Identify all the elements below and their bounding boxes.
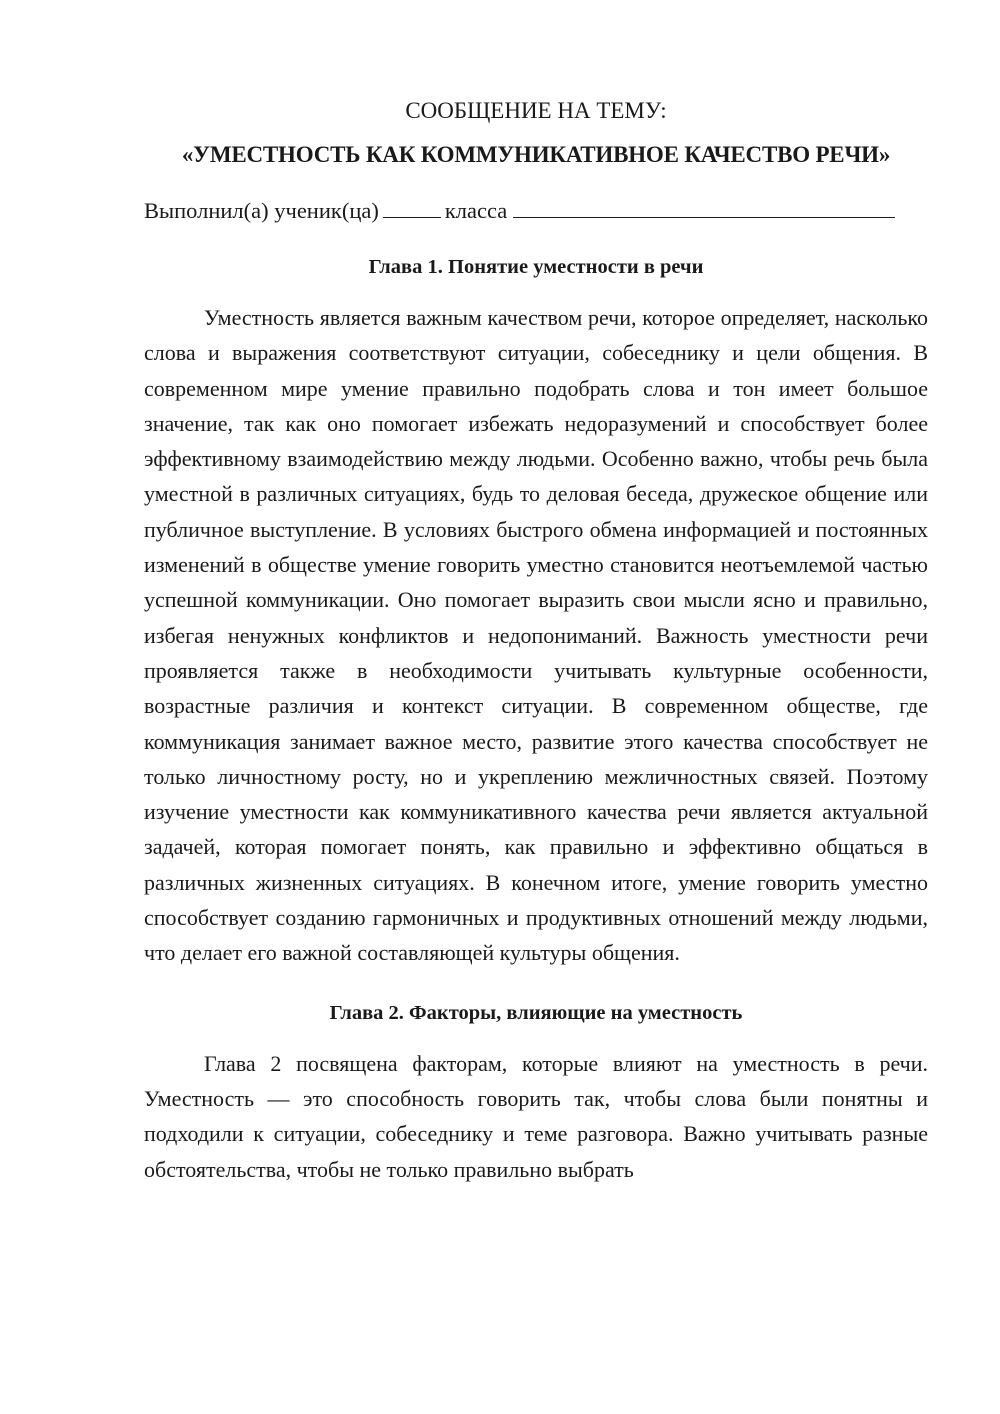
chapter-2-heading: Глава 2. Факторы, влияющие на уместность xyxy=(329,1001,743,1024)
author-name-blank xyxy=(513,197,895,218)
document-title-line-1: СООБЩЕНИЕ НА ТЕМУ: xyxy=(405,98,667,123)
chapter-1-paragraph: Уместность является важным качеством речи, которое определяет, насколько слова и выражения соответствуют ситуации, собеседнику и цели общения. В современном мире умение правильно подобрать слова и тон имеет большое значение, так как оно помогает избежать недоразумений и способствует более эффективному взаимодействию между людьми. Особенно важно, чтобы речь была уместной в различных ситуациях, будь то деловая беседа, дружеское общение или публичное выступление. В условиях быстрого обмена информацией и постоянных изменений в обществе умение говорить уместно становится неотъемлемой частью успешной коммуникации. Оно помогает выразить свои мысли ясно и правильно, избегая ненужных конфликтов и недопониманий. Важность уместности речи проявляется также в необходимости учитывать культурные особенности, возрастные различия и контекст ситуации. В современном обществе, где коммуникация занимает важное место, развитие этого качества способствует не только личностному росту, но и укреплению межличностных связей. Поэтому изучение уместности как коммуникативного качества речи является актуальной задачей, которая помогает понять, как правильно и эффективно общаться в различных жизненных ситуациях. В конечном итоге, умение говорить уместно способствует созданию гармоничных и продуктивных отношений между людьми, что делает его важной составляющей культуры общения. xyxy=(144,305,928,966)
author-line xyxy=(144,196,928,226)
class-number-blank xyxy=(383,197,441,218)
chapter-1-heading: Глава 1. Понятие уместности в речи xyxy=(368,256,704,278)
author-prefix: Выполнил(а) ученик(ца) xyxy=(144,198,379,223)
document-page xyxy=(144,90,928,1187)
author-class-label: класса xyxy=(444,198,508,223)
document-title-topic: «УМЕСТНОСТЬ КАК КОММУНИКАТИВНОЕ КАЧЕСТВО РЕЧИ» xyxy=(181,142,891,167)
chapter-2-paragraph: Глава 2 посвящена факторам, которые влияют на уместность в речи. Уместность — это способность говорить так, чтобы слова были понятны и подходили к ситуации, собеседнику и теме разговора. Важно учитывать разные обстоятельства, чтобы не только правильно выбрать xyxy=(144,1050,928,1182)
